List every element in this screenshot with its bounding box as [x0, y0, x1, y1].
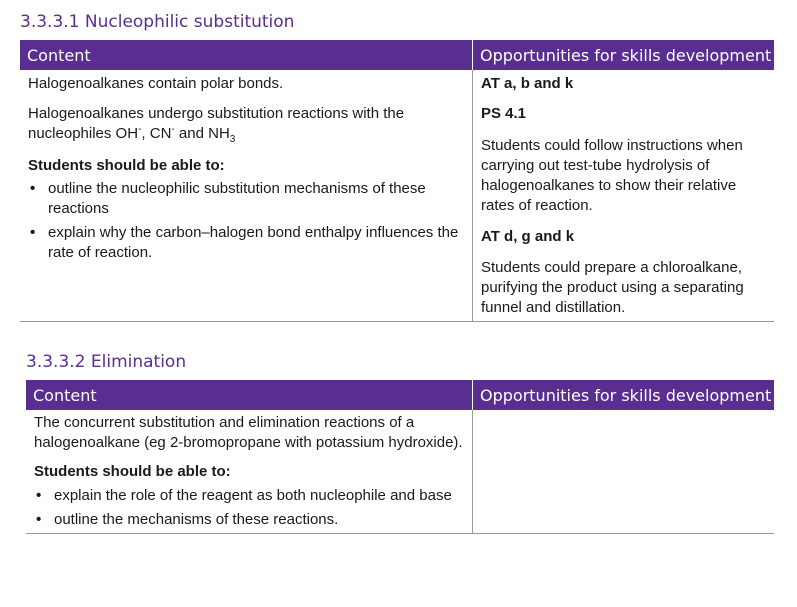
substitution-reactions-text: Halogenoalkanes undergo substitution reactions with the nucleophiles OH-, CN- and $NH_3$: [28, 105, 405, 145]
concurrent-reactions-text: The concurrent substitution and elimination reactions of a halogenoalkane (eg 2-bromopropane with potassium hydroxide).: [34, 414, 463, 451]
list-item: • explain the role of the reagent as both nucleophile and base: [34, 486, 464, 506]
content-header: Content: [20, 40, 473, 70]
content-header: Content: [26, 380, 473, 410]
chloroalkane-description: Students could prepare a chloroalkane, purifying the product using a separating funnel and distillation.: [481, 259, 744, 316]
skills-column-empty: [473, 410, 774, 533]
skills-header: Opportunities for skills development: [480, 45, 772, 65]
section-title-elimination: 3.3.3.2 Elimination: [26, 352, 187, 372]
list-item: • outline the mechanisms of these reactions.: [34, 510, 464, 530]
ps-label: PS 4.1: [481, 105, 527, 122]
elimination-table: [26, 380, 774, 534]
students-able-heading: Students should be able to:: [34, 463, 231, 480]
list-item: • explain why the carbon–halogen bond enthalpy influences the rate of reaction.: [28, 223, 464, 263]
skills-column: [473, 70, 774, 321]
table-header: [26, 380, 774, 410]
students-able-heading: Students should be able to:: [28, 157, 225, 174]
polar-bonds-text: Halogenoalkanes contain polar bonds.: [28, 75, 284, 92]
table-header: [20, 40, 774, 70]
content-column: [20, 70, 473, 321]
nucleophilic-substitution-table: [20, 40, 774, 322]
hydrolysis-description: Students could follow instructions when carrying out test-tube hydrolysis of halogenoalkanes to show their relative rates of reaction.: [481, 137, 743, 214]
list-item: • outline the nucleophilic substitution mechanisms of these reactions: [28, 179, 464, 219]
at-abk-label: AT a, b and k: [481, 75, 574, 92]
skills-header: Opportunities for skills development: [480, 385, 772, 405]
table-body-row: [26, 410, 774, 533]
content-column: [26, 410, 473, 533]
table-body-row: [20, 70, 774, 321]
learning-outcomes-list: [28, 179, 464, 263]
learning-outcomes-list: [34, 486, 464, 530]
section-title-nucleophilic-substitution: 3.3.3.1 Nucleophilic substitution: [20, 12, 295, 32]
at-dgk-label: AT d, g and k: [481, 228, 575, 245]
